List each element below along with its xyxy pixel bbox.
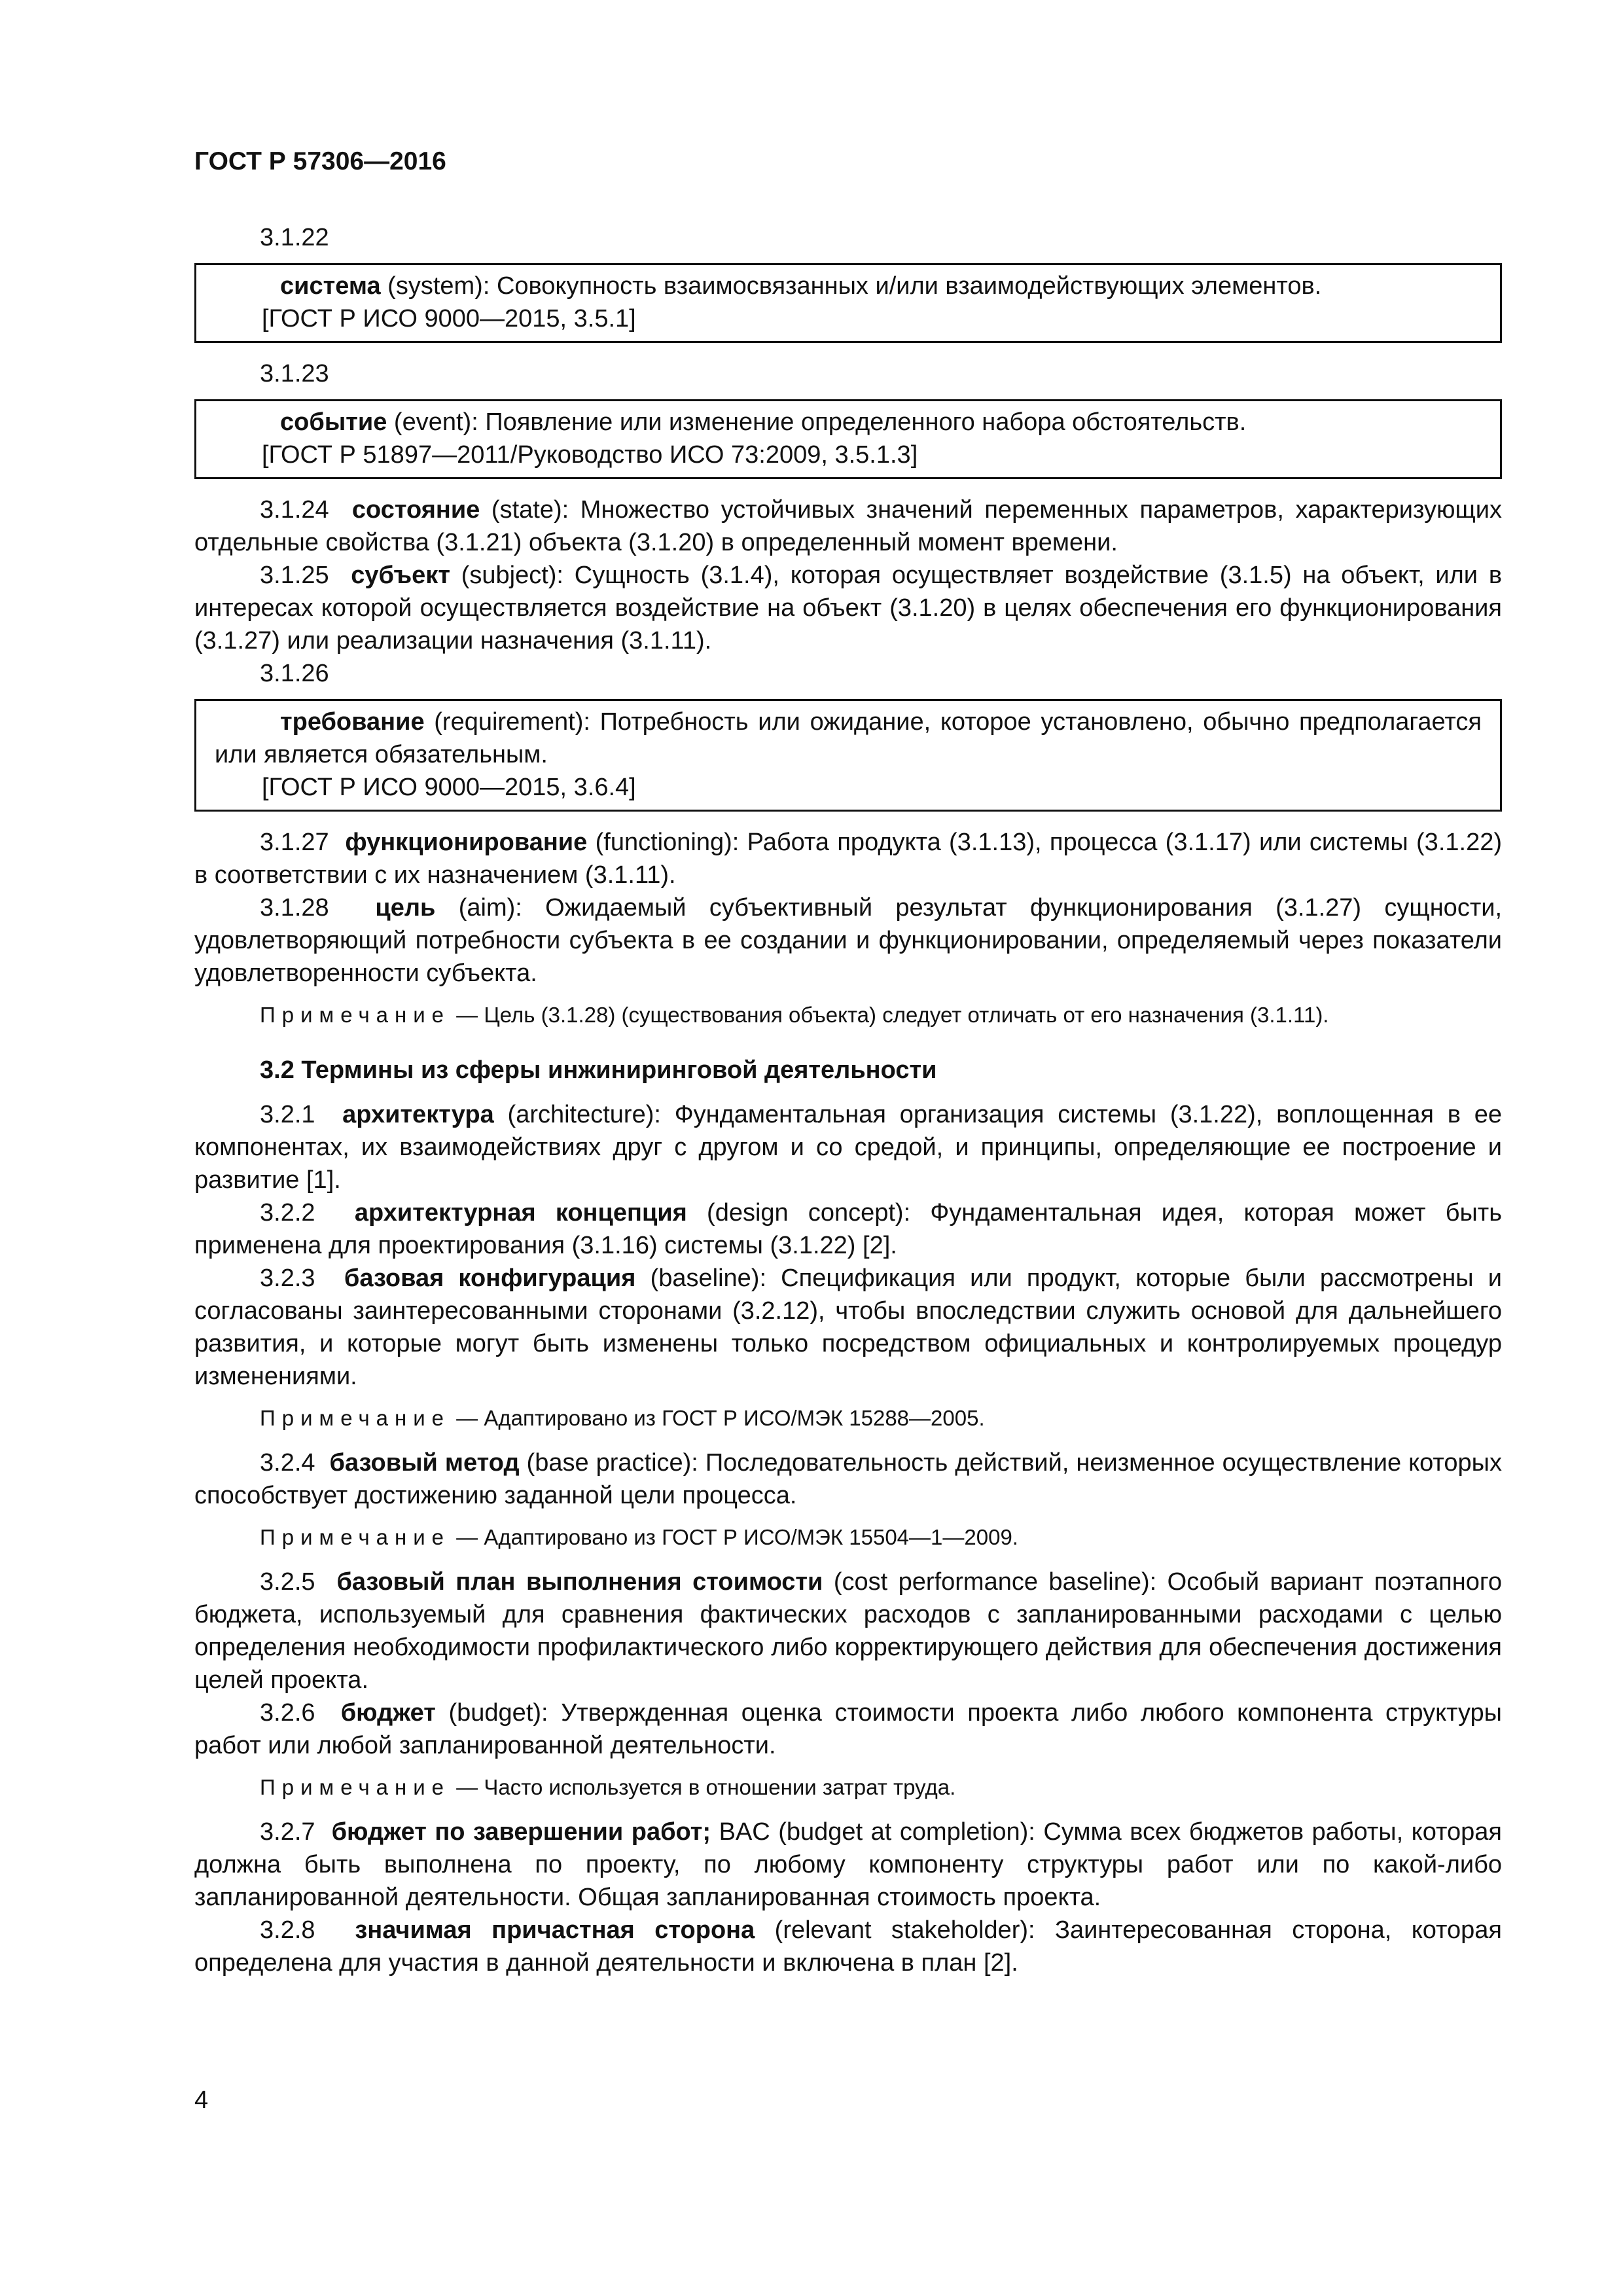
note-text: — Цель (3.1.28) (существования объекта) следует отличать от его назначения (3.1.11). xyxy=(450,1003,1329,1027)
term-entry xyxy=(194,559,1502,657)
note-label: Примечание xyxy=(260,1525,451,1549)
definition-text xyxy=(196,706,1482,771)
entry-number: 3.1.28 xyxy=(260,894,329,922)
definition-box xyxy=(194,263,1502,343)
term-entry xyxy=(194,826,1502,891)
note xyxy=(194,999,1502,1031)
entry-number: 3.2.6 xyxy=(260,1699,315,1727)
entry-number: 3.1.22 xyxy=(260,224,329,251)
entry-number: 3.1.25 xyxy=(260,562,329,589)
entry-number: 3.2.8 xyxy=(260,1916,315,1944)
term: бюджет xyxy=(340,1699,436,1727)
entry-number: 3.1.23 xyxy=(260,360,329,387)
term-definition: (subject): Сущность (3.1.4), которая осуществляет воздействие (3.1.5) на объект, или в интересах которой осуществляется воздействие на объект (3.1.20) в целях обеспечения его функционирования (3.1.27) или реализации назначения (3.1.11). xyxy=(194,562,1503,655)
note-text: — Часто используется в отношении затрат труда. xyxy=(450,1775,956,1799)
term-definition: (relevant stakeholder): Заинтересованная сторона, которая определена для участия в данной деятельности и включена в план [2]. xyxy=(194,1916,1502,1977)
document-body xyxy=(194,221,1502,1979)
definition-source: [ГОСТ Р 51897—2011/Руководство ИСО 73:2009, 3.5.1.3] xyxy=(262,441,918,469)
term-entry xyxy=(194,1446,1502,1512)
entry-number: 3.2.1 xyxy=(260,1101,315,1128)
term: архитектурная концепция xyxy=(354,1199,687,1227)
term-entry xyxy=(194,493,1502,559)
document-header: ГОСТ Р 57306—2016 xyxy=(194,147,446,175)
term: требование xyxy=(280,708,425,736)
entry-number: 3.2.2 xyxy=(260,1199,315,1227)
term-entry xyxy=(194,1696,1502,1762)
definition-box xyxy=(194,699,1502,812)
definition-text xyxy=(196,406,1482,439)
term: цель xyxy=(375,894,436,922)
definition-source: [ГОСТ Р ИСО 9000—2015, 3.5.1] xyxy=(262,305,636,332)
term: базовый план выполнения стоимости xyxy=(336,1568,823,1596)
term-definition: (functioning): Работа продукта (3.1.13), процесса (3.1.17) или системы (3.1.22) в соответствии с их назначением (3.1.11). xyxy=(194,829,1502,889)
entry-number: 3.2.5 xyxy=(260,1568,315,1596)
term: функционирование xyxy=(345,829,588,856)
term: значимая причастная сторона xyxy=(355,1916,755,1944)
term: субъект xyxy=(351,562,450,589)
term-definition: (architecture): Фундаментальная организация системы (3.1.22), воплощенная в ее компонентах, их взаимодействиях друг с другом и со средой, и принципы, определяющие ее построение и развитие [1]. xyxy=(194,1101,1502,1194)
note xyxy=(194,1521,1502,1554)
term: состояние xyxy=(351,496,480,524)
term: бюджет по завершении работ; xyxy=(331,1818,711,1846)
term: система xyxy=(280,272,381,300)
term-definition: (design concept): Фундаментальная идея, которая может быть применена для проектирования (3.1.16) системы (3.1.22) [2]. xyxy=(194,1199,1503,1259)
term-definition: (base practice): Последовательность действий, неизменное осуществление которых способствует достижению заданной цели процесса. xyxy=(194,1449,1502,1509)
entry-number: 3.1.26 xyxy=(260,660,329,687)
term-definition: (state): Множество устойчивых значений переменных параметров, характеризующих отдельные свойства (3.1.21) объекта (3.1.20) в определенный момент времени. xyxy=(194,496,1502,556)
note xyxy=(194,1771,1502,1804)
term: событие xyxy=(280,408,387,436)
note-text: — Адаптировано из ГОСТ Р ИСО/МЭК 15504—1—2009. xyxy=(450,1525,1018,1549)
entry-number: 3.2.7 xyxy=(260,1818,315,1846)
term: базовая конфигурация xyxy=(344,1265,636,1292)
term-entry xyxy=(194,1816,1502,1914)
note-label: Примечание xyxy=(260,1406,451,1430)
entry-number: 3.2.4 xyxy=(260,1449,315,1477)
entry-number: 3.1.27 xyxy=(260,829,329,856)
definition-source: [ГОСТ Р ИСО 9000—2015, 3.6.4] xyxy=(262,774,636,801)
term-definition: (requirement): Потребность или ожидание, которое установлено, обычно предполагается или является обязательным. xyxy=(215,708,1482,768)
note-label: Примечание xyxy=(260,1003,451,1027)
term-definition: (system): Совокупность взаимосвязанных и/или взаимодействующих элементов. xyxy=(380,272,1322,300)
term-definition: (baseline): Спецификация или продукт, которые были рассмотрены и согласованы заинтересованными сторонами (3.2.12), чтобы впоследствии служить основой для дальнейшего развития, и которые могут быть изменены только посредством официальных и контролируемых процедур изменениями. xyxy=(194,1265,1502,1390)
page-number: 4 xyxy=(194,2087,209,2114)
definition-box xyxy=(194,399,1502,479)
term: базовый метод xyxy=(329,1449,520,1477)
term-definition: (budget): Утвержденная оценка стоимости проекта либо любого компонента структуры работ или любой запланированной деятельности. xyxy=(194,1699,1502,1759)
term-entry xyxy=(194,891,1502,990)
note-label: Примечание xyxy=(260,1775,451,1799)
term-definition: BAC (budget at completion): Сумма всех бюджетов работы, которая должна быть выполнена по проекту, по любому компоненту структуры работ или по какой-либо запланированной деятельности. Общая запланированная стоимость проекта. xyxy=(194,1818,1502,1911)
section-heading: 3.2 Термины из сферы инжиниринговой деятельности xyxy=(260,1056,937,1084)
note xyxy=(194,1402,1502,1435)
term-entry xyxy=(194,1098,1502,1196)
term-definition: (cost performance baseline): Особый вариант поэтапного бюджета, используемый для сравнения фактических расходов с запланированными расходами с целью определения необходимости профилактического либо корректирующего действия для обеспечения достижения целей проекта. xyxy=(194,1568,1502,1694)
term-entry xyxy=(194,1196,1502,1262)
definition-text xyxy=(196,270,1482,302)
entry-number: 3.2.3 xyxy=(260,1265,315,1292)
term-entry xyxy=(194,1566,1502,1696)
term-definition: (aim): Ожидаемый субъективный результат функционирования (3.1.27) сущности, удовлетворяющий потребности субъекта в ее создании и функционировании, определяемый через показатели удовлетворенности субъекта. xyxy=(194,894,1503,987)
term: архитектура xyxy=(342,1101,494,1128)
entry-number: 3.1.24 xyxy=(260,496,329,524)
note-text: — Адаптировано из ГОСТ Р ИСО/МЭК 15288—2005. xyxy=(450,1406,985,1430)
term-entry xyxy=(194,1262,1502,1393)
term-entry xyxy=(194,1914,1502,1979)
term-definition: (event): Появление или изменение определенного набора обстоятельств. xyxy=(387,408,1247,436)
